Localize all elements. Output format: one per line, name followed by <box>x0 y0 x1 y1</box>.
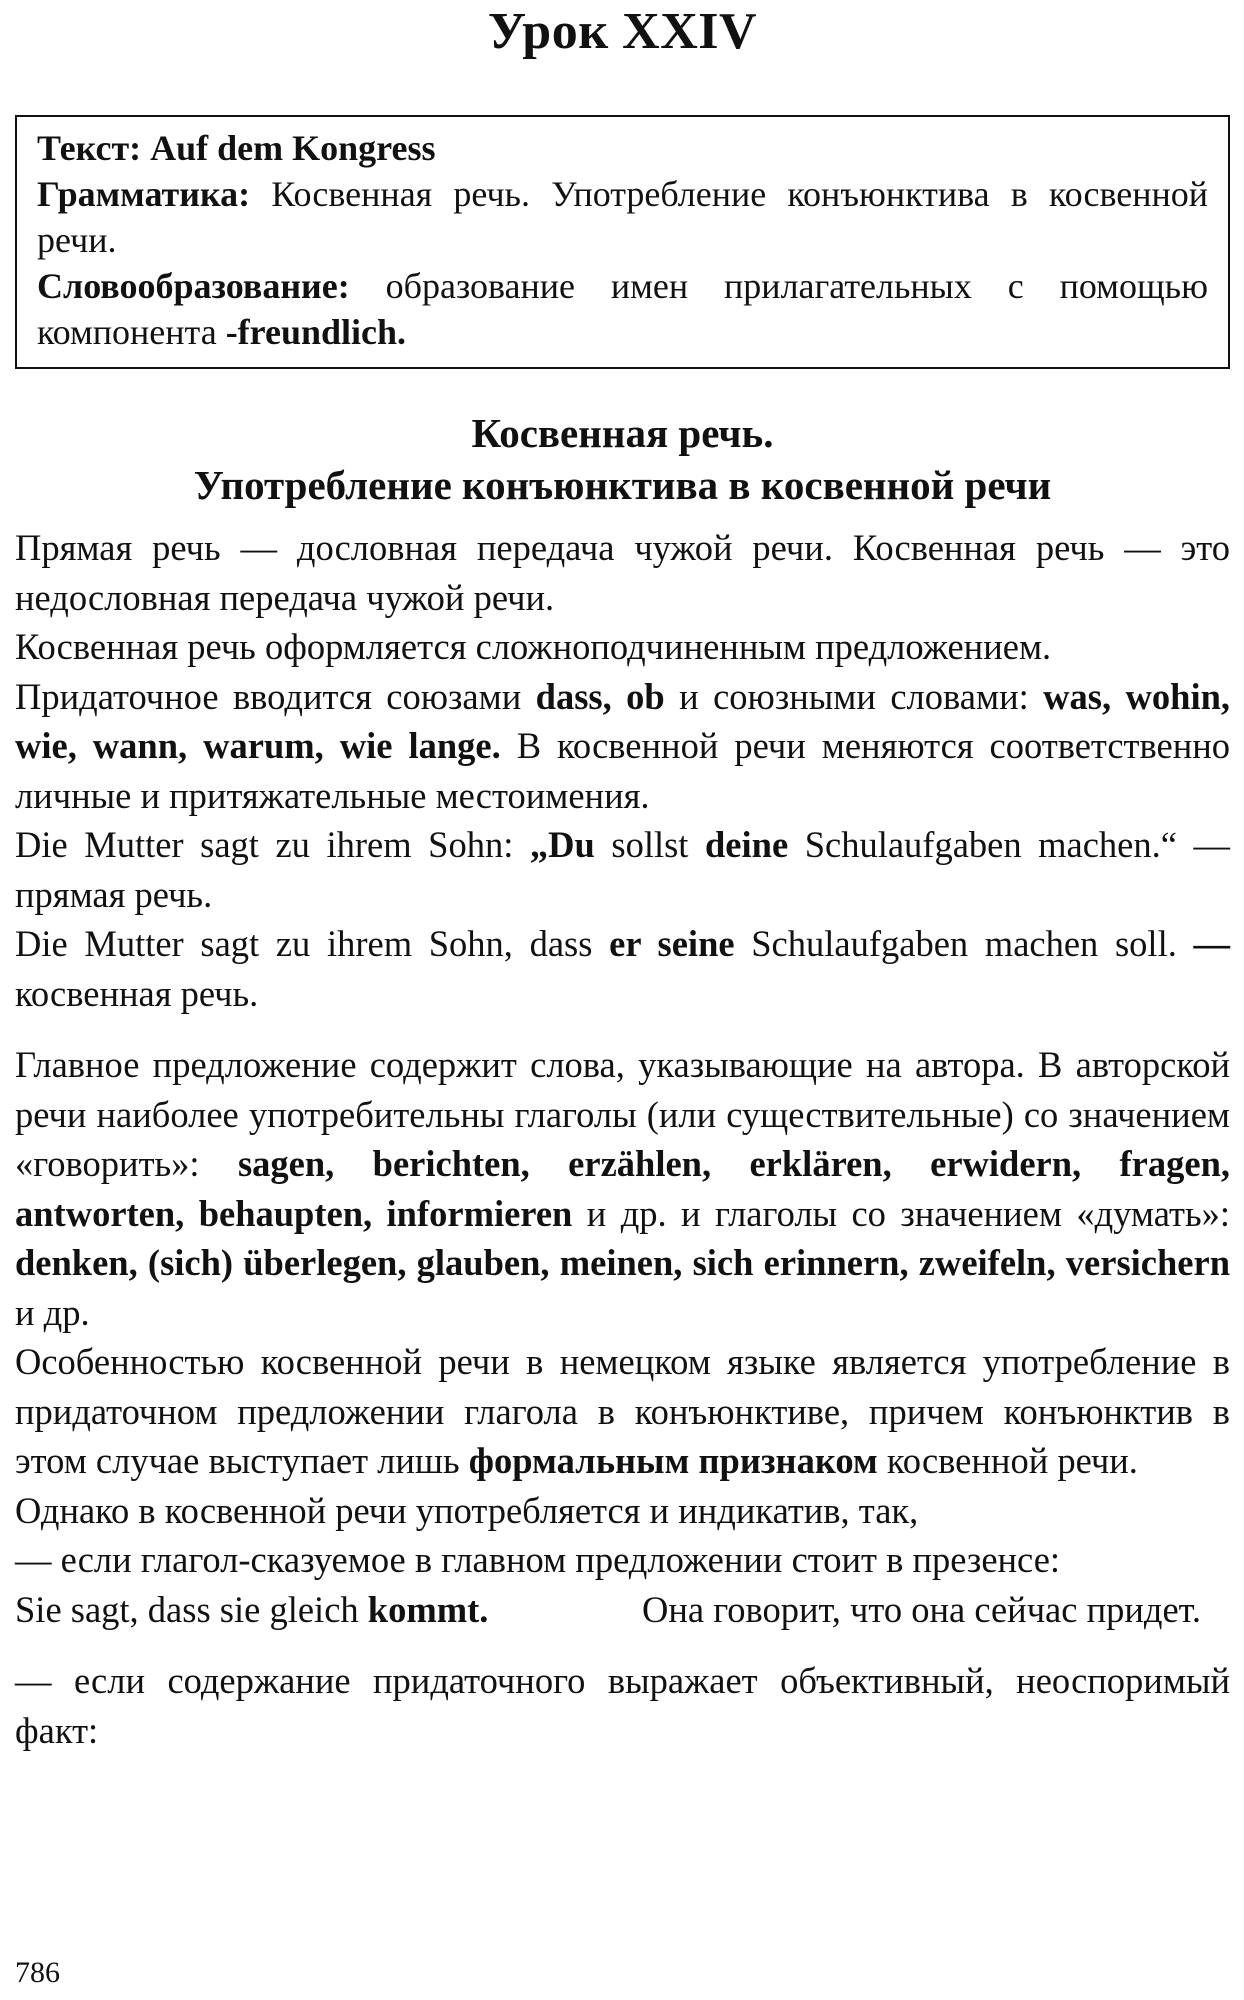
bold-span: was, wohin, wie, wann, warum, wie lange. <box>15 675 1231 766</box>
bold-span: формальным признаком <box>468 1440 878 1481</box>
paragraph-author-verbs <box>15 1040 1230 1337</box>
lesson-title: Урок XXIV <box>487 3 758 60</box>
text-span: Главное предложение содержит слова, указывающие на автора. В авторской речи наиболее употребительны глаголы (или существительные) со значением «говорить»: <box>15 1044 1230 1184</box>
text-span: В косвенной речи меняются соответственно личные и притяжательные местоимения. <box>15 725 1231 816</box>
text-value: Auf dem Kongress <box>150 128 436 168</box>
body-text <box>15 523 1230 1755</box>
bold-span: denken, (sich) überlegen, glauben, meinen, sich erinnern, zweifeln, versichern <box>15 1242 1230 1283</box>
example-indirect <box>15 919 1230 1018</box>
bold-span: dass, ob <box>535 675 665 717</box>
grammar-label: Грамматика: <box>37 174 251 214</box>
text-span: Schulaufgaben machen.“ — прямая речь. <box>15 824 1231 915</box>
text-span: Die Mutter sagt zu ihrem Sohn: <box>15 824 514 865</box>
paragraph-gap <box>15 1018 1230 1040</box>
grammar-value: Косвенная речь. Употребление конъюнктива в косвенной речи. <box>37 174 1209 260</box>
bold-span: — <box>1193 923 1231 964</box>
section-title-line1: Косвенная речь. <box>471 410 774 456</box>
text-span: Особенностью косвенной речи в немецком языке является употребление в придаточном предложении глагола в конъюнктиве, причем конъюнктив в этом случае выступает лишь <box>15 1341 1230 1481</box>
text-span: sollst <box>611 824 689 865</box>
text-span: Придаточное вводится союзами <box>15 675 522 717</box>
text-span: Die Mutter sagt zu ihrem Sohn, dass <box>15 923 593 964</box>
page <box>15 0 1230 1755</box>
paragraph-direct-speech: Прямая речь — дословная передача чужой речи. Косвенная речь — это недословная передача чужой речи. <box>15 527 1230 618</box>
text-label: Текст: <box>37 128 142 168</box>
text-span: косвенной речи. <box>886 1440 1138 1481</box>
paragraph-konjunktiv <box>15 1337 1230 1486</box>
example-german <box>15 1585 642 1635</box>
bold-span: deine <box>705 824 789 865</box>
paragraph-conjunctions <box>15 672 1230 821</box>
paragraph-indirect-speech: Косвенная речь оформляется сложноподчиненным предложением. <box>15 626 1052 667</box>
paragraph-objective-fact: — если содержание придаточного выражает объективный, неоспоримый факт: <box>15 1660 1230 1751</box>
bold-span: kommt. <box>367 1588 489 1630</box>
text-span: косвенная речь. <box>15 972 259 1014</box>
wordformation-value: образование имен прилагательных с помощью компонента <box>37 266 1208 352</box>
paragraph-present-case: — если глагол-сказуемое в главном предложении стоит в презенсе: <box>15 1539 1061 1580</box>
info-wordformation-line <box>37 263 1208 355</box>
example-row <box>15 1585 1230 1635</box>
wordformation-component: -freundlich. <box>225 312 407 352</box>
info-grammar-line <box>37 171 1208 263</box>
section-title <box>15 407 1230 511</box>
section-title-line2: Употребление конъюнктива в косвенной речи <box>193 462 1052 508</box>
text-span: и др. и глаголы со значением «думать»: <box>586 1192 1231 1234</box>
example-russian: Она говорит, что она сейчас придет. <box>642 1588 1201 1630</box>
wordformation-label: Словообразование: <box>37 266 350 306</box>
bold-span: „Du <box>529 824 595 865</box>
example-direct <box>15 820 1230 919</box>
text-span: Sie sagt, dass sie gleich <box>15 1588 359 1630</box>
bold-span: sagen, berichten, erzählen, erklären, erwidern, fragen, antworten, behaupten, informieren <box>15 1143 1231 1234</box>
page-number: 786 <box>15 1956 60 1989</box>
text-span: и др. <box>15 1291 90 1333</box>
text-span: и союзными словами: <box>679 675 1029 717</box>
paragraph-gap <box>15 1634 1230 1656</box>
text-span: Schulaufgaben machen soll. <box>751 923 1177 964</box>
paragraph-indicative: Однако в косвенной речи употребляется и индикатив, так, <box>15 1489 919 1531</box>
lesson-info-box <box>15 115 1230 369</box>
info-text-line <box>37 125 1208 171</box>
bold-span: er seine <box>609 923 735 964</box>
